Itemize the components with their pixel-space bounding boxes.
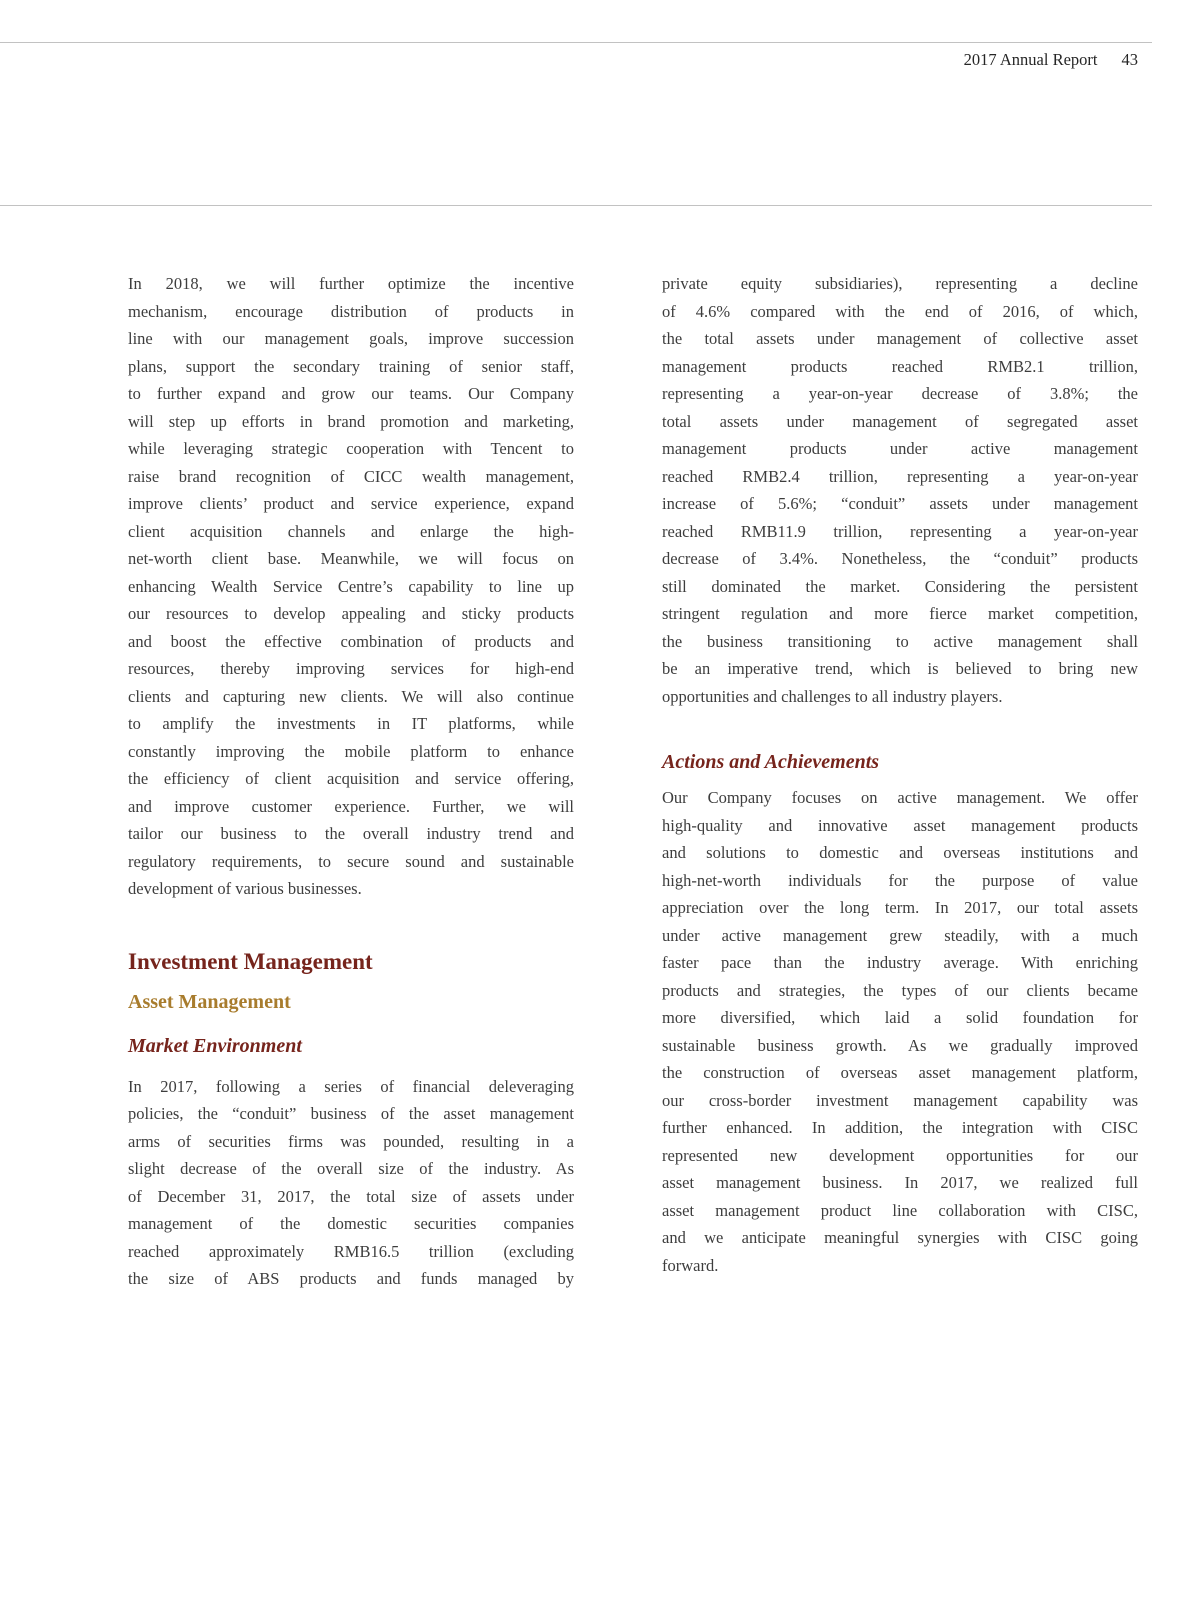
subheading-market-environment: Market Environment	[128, 1034, 302, 1057]
text-line: net-worth client base. Meanwhile, we will focus on	[128, 549, 574, 568]
text-line: mechanism, encourage distribution of products in	[128, 301, 574, 321]
text-line: opportunities and challenges to all industry players.	[662, 686, 1003, 706]
text-line: constantly improving the mobile platform to enhance	[128, 741, 574, 761]
subsection-heading-asset-management: Asset Management	[128, 990, 291, 1013]
text-line: slight decrease of the overall size of the industry. As	[128, 1159, 574, 1178]
section-heading-investment-management: Investment Management	[128, 948, 373, 974]
text-line: be an imperative trend, which is believed to bring new	[662, 659, 1138, 678]
text-line: faster pace than the industry average. With enriching	[662, 953, 1138, 972]
text-line: and we anticipate meaningful synergies with CISC going	[662, 1228, 1138, 1247]
text-line: asset management product line collaboration with CISC,	[662, 1200, 1138, 1220]
text-line: of December 31, 2017, the total size of assets under	[128, 1186, 574, 1206]
text-line: the size of ABS products and funds managed by	[128, 1269, 574, 1288]
text-line: products and strategies, the types of our clients became	[662, 980, 1138, 1000]
text-line: high-quality and innovative asset management products	[662, 815, 1138, 835]
text-line: of 4.6% compared with the end of 2016, of which,	[662, 301, 1138, 321]
text-line: the construction of overseas asset management platform,	[662, 1063, 1138, 1082]
text-line: further enhanced. In addition, the integration with CISC	[662, 1118, 1138, 1137]
text-line: appreciation over the long term. In 2017, our total assets	[662, 898, 1138, 917]
paragraph-industry-size	[662, 270, 1138, 710]
text-line: under active management grew steadily, with a much	[662, 925, 1138, 945]
text-line: will step up efforts in brand promotion and marketing,	[128, 411, 574, 431]
text-line: high-net-worth individuals for the purpose of value	[662, 870, 1138, 890]
text-line: and improve customer experience. Further, we will	[128, 796, 574, 816]
text-line: the efficiency of client acquisition and service offering,	[128, 769, 574, 788]
text-line: while leveraging strategic cooperation with Tencent to	[128, 439, 574, 458]
text-line: private equity subsidiaries), representing a decline	[662, 274, 1138, 293]
text-line: improve clients’ product and service experience, expand	[128, 494, 574, 513]
text-line: tailor our business to the overall industry trend and	[128, 824, 574, 843]
text-line: forward.	[662, 1255, 719, 1275]
text-line: stringent regulation and more fierce market competition,	[662, 604, 1138, 623]
text-line: and solutions to domestic and overseas institutions and	[662, 843, 1138, 862]
text-line: clients and capturing new clients. We will also continue	[128, 686, 574, 706]
text-line: reached RMB11.9 trillion, representing a year-on-year	[662, 521, 1138, 541]
text-line: increase of 5.6%; “conduit” assets under management	[662, 494, 1138, 513]
header-top-rule	[0, 42, 1152, 43]
text-line: still dominated the market. Considering the persistent	[662, 576, 1138, 596]
text-line: policies, the “conduit” business of the asset management	[128, 1104, 574, 1123]
left-column	[128, 270, 574, 1293]
paragraph-market-environment	[128, 1073, 574, 1293]
text-line: client acquisition channels and enlarge the high-	[128, 521, 574, 541]
text-line: more diversified, which laid a solid foundation for	[662, 1008, 1138, 1027]
text-line: the total assets under management of collective asset	[662, 329, 1138, 348]
text-line: reached RMB2.4 trillion, representing a year-on-year	[662, 466, 1138, 486]
page-number: 43	[1121, 50, 1138, 69]
text-line: resources, thereby improving services for high-end	[128, 659, 574, 678]
text-line: regulatory requirements, to secure sound and sustainable	[128, 851, 574, 871]
text-line: reached approximately RMB16.5 trillion (excluding	[128, 1241, 574, 1261]
text-line: management products reached RMB2.1 trillion,	[662, 356, 1138, 376]
text-line: In 2018, we will further optimize the incentive	[128, 274, 574, 293]
text-line: raise brand recognition of CICC wealth management,	[128, 466, 574, 486]
paragraph-actions-achievements	[662, 784, 1138, 1279]
text-line: management of the domestic securities companies	[128, 1214, 574, 1233]
text-line: arms of securities firms was pounded, resulting in a	[128, 1131, 574, 1151]
report-title: 2017 Annual Report	[963, 50, 1098, 69]
text-line: line with our management goals, improve succession	[128, 329, 574, 348]
right-column	[662, 270, 1138, 1279]
text-line: management products under active management	[662, 439, 1138, 458]
text-line: development of various businesses.	[128, 879, 362, 898]
text-line: represented new development opportunities for our	[662, 1145, 1138, 1165]
text-line: to further expand and grow our teams. Our Company	[128, 384, 574, 403]
header-bottom-rule	[0, 205, 1152, 206]
text-line: Our Company focuses on active management. We offer	[662, 788, 1138, 807]
text-line: our resources to develop appealing and sticky products	[128, 604, 574, 623]
text-line: In 2017, following a series of financial deleveraging	[128, 1076, 574, 1096]
text-line: to amplify the investments in IT platforms, while	[128, 714, 574, 733]
text-line: our cross-border investment management capability was	[662, 1090, 1138, 1110]
page-header	[964, 50, 1138, 70]
text-line: plans, support the secondary training of senior staff,	[128, 356, 574, 376]
text-line: and boost the effective combination of products and	[128, 631, 574, 651]
text-line: enhancing Wealth Service Centre’s capability to line up	[128, 576, 574, 596]
text-line: total assets under management of segregated asset	[662, 411, 1138, 431]
subheading-actions-and-achievements: Actions and Achievements	[662, 751, 880, 773]
paragraph-incentive-plans	[128, 270, 574, 903]
text-line: representing a year-on-year decrease of 3.8%; the	[662, 384, 1138, 403]
text-line: sustainable business growth. As we gradually improved	[662, 1035, 1138, 1055]
text-line: the business transitioning to active management shall	[662, 631, 1138, 651]
text-line: asset management business. In 2017, we realized full	[662, 1173, 1138, 1192]
text-line: decrease of 3.4%. Nonetheless, the “conduit” products	[662, 549, 1138, 568]
